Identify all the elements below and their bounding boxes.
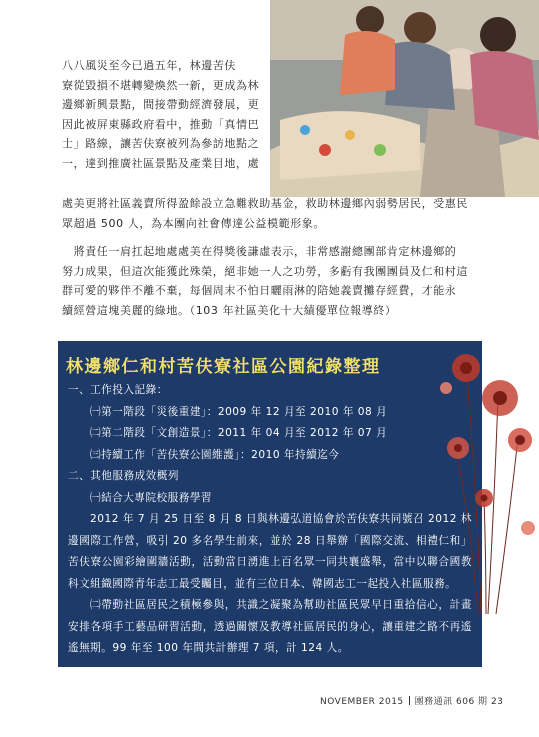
volunteers-photo <box>270 0 539 197</box>
text-line: 處美更將社區義賣所得盈餘設立急難救助基金，救助林邊鄉內弱勢居民，受惠民 <box>62 197 468 210</box>
footer-issue: 團務通訊 606 期 <box>414 697 488 707</box>
list-item: ㈡第二階段「文創造景」：2011 年 04 月至 2012 年 07 月 <box>90 427 388 439</box>
article-paragraph-1 <box>62 56 266 173</box>
footer-divider <box>409 696 410 705</box>
flower-icon <box>508 428 532 452</box>
summary-paragraph-2: ㈡帶動社區居民之積極參與，共識之凝聚為幫助社區民眾早日重拾信心，計畫安排各項手工藝品研習活動，透過關懷及教導社區居民的身心，讓重建之路不再遙遙無期。99 年至 100 年間共計辦理 7 項，計 124 人。 <box>68 599 472 654</box>
summary-paragraph-1: 2012 年 7 月 25 日至 8 月 8 日與林邊弘道協會於苦伕寮共同號召 2012 林邊國際工作營，吸引 20 多名學生前來，並於 28 日舉辦「國際交流、相禮仁和」苦伕寮公園彩繪圍牆活動，活動當日湧進上百名眾一同共襄盛舉，當中以聯合國教科文組織國際青年志工最受矚目，並有三位日本、韓國志工一起投入社區服務。 <box>68 513 472 590</box>
text-line: 一，達到推廣社區景點及產業目地，處 <box>62 156 260 170</box>
section-heading-other-services: 二、其他服務成效概列 <box>68 470 179 482</box>
article-paragraph-1-continued <box>62 194 482 233</box>
flower-icon <box>482 380 518 416</box>
list-item: ㈢持續工作「苦伕寮公園維護」：2010 年持續迄今 <box>90 448 340 461</box>
flower-icon <box>440 382 452 394</box>
flower-icon <box>475 489 493 507</box>
text-line: 寮從毀損不堪轉變煥然一新，更成為林 <box>62 78 260 92</box>
text-line: 群可愛的夥伴不離不棄，每個周末不怕日曬雨淋的陪她義賣攤存經費，才能永 <box>62 284 457 297</box>
text-line: 續經營這塊美麗的綠地。（103 年社區美化十大績優單位報導終） <box>62 303 397 317</box>
summary-box-title: 林邊鄉仁和村苦伕寮社區公園紀錄整理 <box>66 357 381 377</box>
text-line: 八八風災至今已過五年，林邊苦伕 <box>62 59 236 72</box>
subsection-heading: ㈠結合大專院校服務學習 <box>90 491 213 504</box>
list-item: ㈠第一階段「災後重建」：2009 年 12 月至 2010 年 08 月 <box>90 405 388 418</box>
text-line: 努力成果，但這次能獲此殊榮，絕非她一人之功勞，多虧有我團團員及仁和村這 <box>62 264 468 278</box>
text-line: 士」路線，讓苦伕寮被列為參訪地點之 <box>62 137 260 150</box>
flower-icon <box>452 354 480 382</box>
page-number: 23 <box>490 697 504 707</box>
article-paragraph-2 <box>62 242 482 320</box>
flower-icon <box>447 437 469 459</box>
summary-box-body <box>68 380 472 660</box>
decorative-flowers-illustration <box>436 328 539 614</box>
summary-box <box>58 341 482 667</box>
flower-icon <box>521 521 535 535</box>
text-line: 將責任一肩扛起地處處美在得獎後謙虛表示，非常感謝總團部肯定林邊鄉的 <box>62 245 457 258</box>
text-line: 因此被屏東縣政府看中，推動「真情巴 <box>62 117 260 131</box>
text-line: 眾超過 500 人，為本團向社會傳達公益模範形象。 <box>62 216 325 230</box>
footer-month: NOVEMBER 2015 <box>320 697 404 707</box>
section-heading-work-record: 一、工作投入記錄： <box>68 384 168 396</box>
page-footer <box>320 694 503 707</box>
text-line: 邊鄉新興景點，間接帶動經濟發展，更 <box>62 98 260 111</box>
